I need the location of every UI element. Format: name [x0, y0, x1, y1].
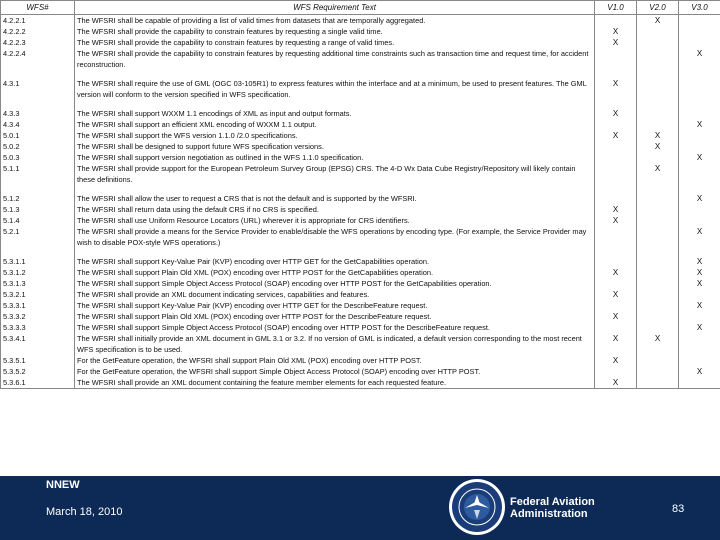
requirement-id: 5.2.1	[1, 226, 75, 248]
v3-mark	[679, 204, 720, 215]
table-row	[1, 141, 720, 152]
requirement-text: The WFSRI shall support Plain Old XML (POX) encoding over HTTP POST for the DescribeFeature request.	[75, 311, 595, 322]
table-spacer-row	[1, 185, 720, 193]
requirement-id: 5.3.6.1	[1, 377, 75, 389]
table-row	[1, 289, 720, 300]
v2-mark: X	[637, 333, 679, 355]
table-row	[1, 256, 720, 267]
v3-mark: X	[679, 152, 720, 163]
agency-line-1: Federal Aviation	[510, 496, 595, 508]
table-spacer-row	[1, 70, 720, 78]
v2-mark	[637, 108, 679, 119]
v3-mark	[679, 78, 720, 100]
requirement-id: 5.1.1	[1, 163, 75, 185]
requirement-id: 4.3.3	[1, 108, 75, 119]
v1-mark	[595, 322, 637, 333]
table-body	[1, 15, 720, 389]
slide-footer	[0, 476, 720, 540]
v3-mark	[679, 15, 720, 27]
v3-mark: X	[679, 322, 720, 333]
v1-mark: X	[595, 333, 637, 355]
v1-mark: X	[595, 26, 637, 37]
requirement-id: 5.3.3.2	[1, 311, 75, 322]
v2-mark	[637, 26, 679, 37]
requirement-text: The WFSRI shall be designed to support future WFS specification versions.	[75, 141, 595, 152]
v2-mark	[637, 289, 679, 300]
v3-mark: X	[679, 256, 720, 267]
requirement-id: 5.3.3.3	[1, 322, 75, 333]
spacer-cell	[75, 100, 595, 108]
table-row	[1, 26, 720, 37]
spacer-cell	[1, 100, 75, 108]
requirement-text: The WFSRI shall be capable of providing a list of valid times from datasets that are temporally aggregated.	[75, 15, 595, 27]
requirement-id: 4.2.2.3	[1, 37, 75, 48]
v2-mark	[637, 37, 679, 48]
requirement-id: 5.3.5.2	[1, 366, 75, 377]
requirement-id: 5.3.4.1	[1, 333, 75, 355]
spacer-cell	[637, 248, 679, 256]
v1-mark: X	[595, 311, 637, 322]
v2-mark	[637, 278, 679, 289]
requirement-id: 5.1.4	[1, 215, 75, 226]
v3-mark	[679, 289, 720, 300]
v3-mark	[679, 355, 720, 366]
spacer-cell	[637, 70, 679, 78]
page-number: 83	[672, 503, 685, 515]
agency-line-2: Administration	[510, 508, 588, 520]
table-spacer-row	[1, 100, 720, 108]
v2-mark	[637, 377, 679, 389]
v3-mark	[679, 141, 720, 152]
requirement-text: The WFSRI shall initially provide an XML document in GML 3.1 or 3.2. If no version of GML is indicated, a default version corresponding to the most recent WFS specification is to be used.	[75, 333, 595, 355]
v3-mark	[679, 311, 720, 322]
header-v3: V3.0	[679, 1, 720, 15]
v3-mark	[679, 130, 720, 141]
requirement-id: 5.3.5.1	[1, 355, 75, 366]
v1-mark: X	[595, 289, 637, 300]
table-row	[1, 300, 720, 311]
requirement-text: The WFSRI shall support Simple Object Access Protocol (SOAP) encoding over HTTP POST for the DescribeFeature request.	[75, 322, 595, 333]
requirement-id: 4.2.2.1	[1, 15, 75, 27]
table-row	[1, 119, 720, 130]
v1-mark: X	[595, 355, 637, 366]
v3-mark	[679, 108, 720, 119]
v3-mark: X	[679, 119, 720, 130]
requirement-id: 5.3.1.2	[1, 267, 75, 278]
requirement-id: 5.3.1.3	[1, 278, 75, 289]
table-row	[1, 48, 720, 70]
requirement-text: The WFSRI shall provide support for the European Petroleum Survey Group (EPSG) CRS. The 4-D Wx Data Cube Registry/Repository will likely contain these definitions.	[75, 163, 595, 185]
v1-mark	[595, 300, 637, 311]
requirement-id: 5.0.2	[1, 141, 75, 152]
header-requirement-text: WFS Requirement Text	[75, 1, 595, 15]
requirement-id: 4.2.2.2	[1, 26, 75, 37]
table-row	[1, 355, 720, 366]
requirement-id: 5.0.3	[1, 152, 75, 163]
table-row	[1, 204, 720, 215]
table-spacer-row	[1, 248, 720, 256]
requirement-text: The WFSRI shall support Key-Value Pair (KVP) encoding over HTTP GET for the DescribeFeature request.	[75, 300, 595, 311]
requirement-text: The WFSRI shall support Simple Object Access Protocol (SOAP) encoding over HTTP POST for the GetCapabilities operation.	[75, 278, 595, 289]
requirement-text: The WFSRI shall support version negotiation as outlined in the WFS 1.1.0 specification.	[75, 152, 595, 163]
v2-mark	[637, 48, 679, 70]
requirement-id: 5.1.2	[1, 193, 75, 204]
v1-mark: X	[595, 267, 637, 278]
requirement-text: The WFSRI shall provide an XML document containing the feature member elements for each requested feature.	[75, 377, 595, 389]
spacer-cell	[1, 185, 75, 193]
brand-label: NNEW	[46, 479, 80, 491]
v3-mark	[679, 333, 720, 355]
table-row	[1, 267, 720, 278]
v3-mark: X	[679, 193, 720, 204]
requirement-id: 4.3.1	[1, 78, 75, 100]
v2-mark	[637, 119, 679, 130]
v1-mark	[595, 278, 637, 289]
requirement-id: 5.3.2.1	[1, 289, 75, 300]
v2-mark	[637, 355, 679, 366]
v1-mark: X	[595, 37, 637, 48]
spacer-cell	[679, 248, 720, 256]
v3-mark: X	[679, 300, 720, 311]
requirement-text: The WFSRI shall provide the capability to constrain features by requesting a single valid time.	[75, 26, 595, 37]
requirement-text: The WFSRI shall provide the capability to constrain features by requesting additional time constraints such as transaction time and request time, for accident reconstruction.	[75, 48, 595, 70]
requirement-text: The WFSRI shall support Plain Old XML (POX) encoding over HTTP POST for the GetCapabilities operation.	[75, 267, 595, 278]
table-row	[1, 311, 720, 322]
table-row	[1, 152, 720, 163]
v2-mark	[637, 204, 679, 215]
table-row	[1, 377, 720, 389]
v1-mark: X	[595, 215, 637, 226]
v2-mark: X	[637, 141, 679, 152]
v1-mark	[595, 48, 637, 70]
spacer-cell	[595, 185, 637, 193]
v2-mark	[637, 78, 679, 100]
requirement-text: For the GetFeature operation, the WFSRI shall support Plain Old XML (POX) encoding over HTTP POST.	[75, 355, 595, 366]
table-row	[1, 333, 720, 355]
spacer-cell	[637, 100, 679, 108]
v2-mark	[637, 226, 679, 248]
header-v1: V1.0	[595, 1, 637, 15]
v2-mark	[637, 300, 679, 311]
requirement-id: 5.1.3	[1, 204, 75, 215]
v1-mark	[595, 256, 637, 267]
v1-mark: X	[595, 204, 637, 215]
spacer-cell	[637, 185, 679, 193]
spacer-cell	[595, 100, 637, 108]
v2-mark: X	[637, 15, 679, 27]
requirement-text: For the GetFeature operation, the WFSRI shall support Simple Object Access Protocol (SOAP) encoding over HTTP POST.	[75, 366, 595, 377]
requirement-text: The WFSRI shall provide an XML document indicating services, capabilities and features.	[75, 289, 595, 300]
v3-mark	[679, 377, 720, 389]
requirement-text: The WFSRI shall provide the capability to constrain features by requesting a range of valid times.	[75, 37, 595, 48]
table-row	[1, 108, 720, 119]
requirement-text: The WFSRI shall require the use of GML (OGC 03-105R1) to express features within the interface and at a minimum, be used to present features. The GML version will conform to the version specified in WFS specification.	[75, 78, 595, 100]
v1-mark	[595, 163, 637, 185]
requirement-id: 4.2.2.4	[1, 48, 75, 70]
requirement-id: 5.0.1	[1, 130, 75, 141]
requirement-id: 5.3.1.1	[1, 256, 75, 267]
requirement-id: 5.3.3.1	[1, 300, 75, 311]
v2-mark	[637, 193, 679, 204]
spacer-cell	[679, 185, 720, 193]
v3-mark: X	[679, 226, 720, 248]
spacer-cell	[679, 100, 720, 108]
v3-mark: X	[679, 366, 720, 377]
requirement-text: The WFSRI shall use Uniform Resource Locators (URL) wherever it is appropriate for CRS identifiers.	[75, 215, 595, 226]
table-row	[1, 163, 720, 185]
spacer-cell	[75, 248, 595, 256]
table-row	[1, 15, 720, 27]
requirement-text: The WFSRI shall support an efficient XML encoding of WXXM 1.1 output.	[75, 119, 595, 130]
requirement-text: The WFSRI shall support WXXM 1.1 encodings of XML as input and output formats.	[75, 108, 595, 119]
requirement-text: The WFSRI shall support Key-Value Pair (KVP) encoding over HTTP GET for the GetCapabilities operation.	[75, 256, 595, 267]
table-row	[1, 366, 720, 377]
v1-mark	[595, 226, 637, 248]
table-row	[1, 226, 720, 248]
date-label: March 18, 2010	[46, 506, 123, 518]
agency-name	[510, 496, 630, 520]
spacer-cell	[595, 248, 637, 256]
v3-mark	[679, 37, 720, 48]
v1-mark	[595, 366, 637, 377]
v3-mark	[679, 163, 720, 185]
table-header-row	[1, 1, 720, 15]
v3-mark: X	[679, 267, 720, 278]
table-row	[1, 322, 720, 333]
requirement-text: The WFSRI shall support the WFS version 1.1.0 /2.0 specifications.	[75, 130, 595, 141]
table-row	[1, 130, 720, 141]
header-v2: V2.0	[637, 1, 679, 15]
v2-mark: X	[637, 163, 679, 185]
table-row	[1, 193, 720, 204]
v2-mark	[637, 322, 679, 333]
requirement-text: The WFSRI shall return data using the default CRS if no CRS is specified.	[75, 204, 595, 215]
v2-mark	[637, 311, 679, 322]
v2-mark: X	[637, 130, 679, 141]
v3-mark	[679, 215, 720, 226]
spacer-cell	[595, 70, 637, 78]
spacer-cell	[75, 70, 595, 78]
spacer-cell	[1, 70, 75, 78]
v2-mark	[637, 215, 679, 226]
v2-mark	[637, 267, 679, 278]
v1-mark	[595, 15, 637, 27]
v3-mark: X	[679, 278, 720, 289]
requirement-text: The WFSRI shall provide a means for the Service Provider to enable/disable the WFS operations by encoding type. (For example, the Service Provider may wish to disable POX-style WFS operations.)	[75, 226, 595, 248]
v2-mark	[637, 152, 679, 163]
spacer-cell	[75, 185, 595, 193]
table-row	[1, 37, 720, 48]
v2-mark	[637, 366, 679, 377]
v1-mark	[595, 152, 637, 163]
requirement-text: The WFSRI shall allow the user to request a CRS that is not the default and is supported by the WFSRI.	[75, 193, 595, 204]
table-row	[1, 78, 720, 100]
faa-seal-icon	[447, 477, 507, 537]
spacer-cell	[1, 248, 75, 256]
v1-mark: X	[595, 78, 637, 100]
table-row	[1, 278, 720, 289]
spacer-cell	[679, 70, 720, 78]
v1-mark	[595, 193, 637, 204]
header-wfs-number: WFS#	[1, 1, 75, 15]
v1-mark: X	[595, 108, 637, 119]
v1-mark	[595, 141, 637, 152]
v1-mark: X	[595, 377, 637, 389]
v2-mark	[637, 256, 679, 267]
v1-mark	[595, 119, 637, 130]
requirement-id: 4.3.4	[1, 119, 75, 130]
v3-mark: X	[679, 48, 720, 70]
v3-mark	[679, 26, 720, 37]
v1-mark: X	[595, 130, 637, 141]
table-row	[1, 215, 720, 226]
